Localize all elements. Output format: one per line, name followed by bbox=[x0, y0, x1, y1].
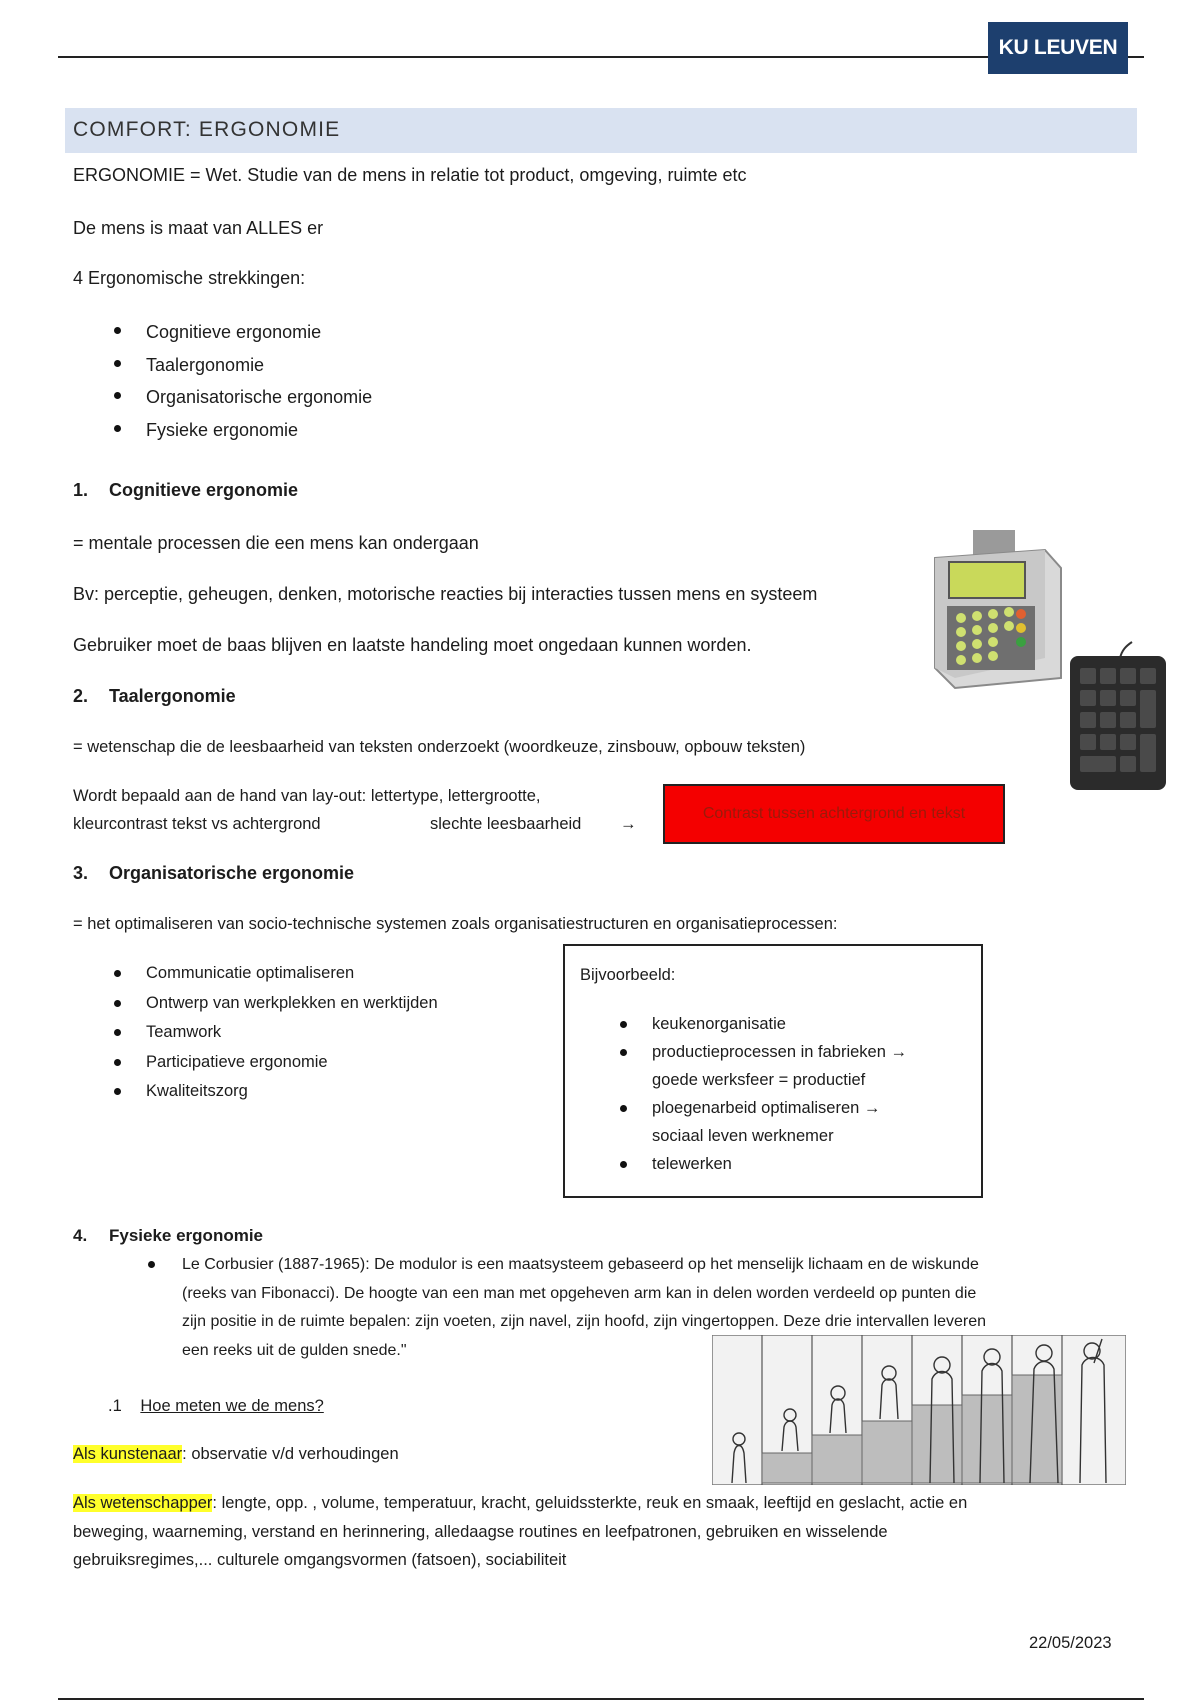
section-2-heading bbox=[73, 682, 236, 710]
section-1-paragraph: Gebruiker moet de baas blijven en laatste handeling moet ongedaan kunnen worden. bbox=[73, 635, 752, 655]
list-item: Teamwork bbox=[146, 1018, 438, 1048]
arrow-icon: → bbox=[620, 815, 637, 833]
subsection-heading bbox=[108, 1392, 324, 1420]
bullet-icon bbox=[148, 1261, 155, 1268]
footer-date: 22/05/2023 bbox=[1029, 1634, 1112, 1652]
section-2-paragraph: Wordt bepaald aan de hand van lay-out: lettertype, lettergrootte, bbox=[73, 787, 541, 805]
strands-list bbox=[146, 316, 372, 446]
list-item: Cognitieve ergonomie bbox=[146, 316, 372, 349]
section-2-paragraph: kleurcontrast tekst vs achtergrond bbox=[73, 815, 321, 833]
section-2-paragraph: slechte leesbaarheid bbox=[430, 815, 582, 833]
modulor-illustration-image bbox=[712, 1335, 1126, 1485]
numeric-keypad-image bbox=[1068, 640, 1170, 792]
section-1-heading bbox=[73, 476, 298, 504]
logo-text: KU LEUVEN bbox=[998, 36, 1118, 59]
section-title: Organisatorische ergonomie bbox=[109, 863, 355, 883]
section-title: Fysieke ergonomie bbox=[109, 1226, 264, 1245]
paragraph-line: zijn positie in de ruimte bepalen: zijn voeten, zijn navel, zijn hoofd, zijn vingertoppen. Deze drie intervallen leveren bbox=[182, 1313, 987, 1330]
contrast-example-box bbox=[663, 784, 1005, 844]
section-number: 2. bbox=[73, 686, 89, 706]
intro-line-2: De mens is maat van ALLES er bbox=[73, 218, 324, 238]
list-item: telewerken bbox=[652, 1150, 907, 1178]
example-box-title: Bijvoorbeeld: bbox=[580, 966, 676, 984]
list-item-continuation: goede werksfeer = productief bbox=[652, 1071, 866, 1089]
header-rule bbox=[58, 56, 1144, 58]
section-number: 3. bbox=[73, 863, 89, 883]
list-item: keukenorganisatie bbox=[652, 1010, 907, 1038]
list-item: Kwaliteitszorg bbox=[146, 1077, 438, 1107]
section-1-paragraph: Bv: perceptie, geheugen, denken, motorische reacties bij interacties tussen mens en systeem bbox=[73, 584, 818, 604]
section-3-heading bbox=[73, 859, 354, 887]
paragraph-line: Le Corbusier (1887-1965): De modulor is een maatsysteem gebaseerd op het menselijk lichaam en de wiskunde bbox=[182, 1256, 979, 1273]
paragraph-line: : lengte, opp. , volume, temperatuur, kracht, geluidssterkte, reuk en smaak, leeftijd en geslacht, actie en bbox=[212, 1494, 968, 1512]
intro-line-3: 4 Ergonomische strekkingen: bbox=[73, 268, 306, 288]
definition-line: ERGONOMIE = Wet. Studie van de mens in relatie tot product, omgeving, ruimte etc bbox=[73, 165, 747, 185]
subsection-title: Hoe meten we de mens? bbox=[140, 1397, 324, 1415]
payment-terminal-image bbox=[925, 528, 1065, 690]
paragraph-line: beweging, waarneming, verstand en herinnering, alledaagse routines en leefpatronen, gebruiken en wisselende bbox=[73, 1522, 888, 1541]
list-item: Fysieke ergonomie bbox=[146, 414, 372, 447]
highlight-label: Als wetenschapper bbox=[73, 1494, 213, 1512]
artist-line bbox=[73, 1440, 399, 1468]
section-title: Cognitieve ergonomie bbox=[109, 480, 299, 500]
section-title: Taalergonomie bbox=[109, 686, 236, 706]
list-item: ploegenarbeid optimaliseren → bbox=[652, 1094, 907, 1122]
list-item: Taalergonomie bbox=[146, 349, 372, 382]
list-item: Participatieve ergonomie bbox=[146, 1048, 438, 1078]
scientist-paragraph bbox=[73, 1489, 967, 1575]
section-2-paragraph: = wetenschap die de leesbaarheid van teksten onderzoekt (woordkeuze, zinsbouw, opbouw teksten) bbox=[73, 738, 806, 756]
contrast-example-text: Contrast tussen achtergrond en tekst bbox=[702, 805, 966, 822]
section-number: 4. bbox=[73, 1226, 88, 1245]
list-item-continuation: sociaal leven werknemer bbox=[652, 1127, 834, 1145]
ku-leuven-logo bbox=[988, 22, 1128, 74]
page-title: COMFORT: ERGONOMIE bbox=[73, 118, 341, 141]
list-item: productieprocessen in fabrieken → bbox=[652, 1038, 907, 1066]
paragraph-line: (reeks van Fibonacci). De hoogte van een man met opgeheven arm kan in delen worden verdeeld op punten die bbox=[182, 1284, 977, 1302]
list-item: Ontwerp van werkplekken en werktijden bbox=[146, 989, 438, 1019]
subsection-number: .1 bbox=[108, 1397, 122, 1415]
section-3-paragraph: = het optimaliseren van socio-technische systemen zoals organisatiestructuren en organisatieprocessen: bbox=[73, 915, 838, 933]
section-1-paragraph: = mentale processen die een mens kan ondergaan bbox=[73, 533, 479, 553]
section-4-heading bbox=[73, 1222, 263, 1250]
list-item: Organisatorische ergonomie bbox=[146, 381, 372, 414]
example-list bbox=[652, 1010, 907, 1178]
section-number: 1. bbox=[73, 480, 89, 500]
paragraph-line: gebruiksregimes,... culturele omgangsvormen (fatsoen), sociabiliteit bbox=[73, 1551, 567, 1569]
paragraph-line: een reeks uit de gulden snede." bbox=[182, 1341, 407, 1359]
organisation-list bbox=[146, 959, 438, 1107]
list-item: Communicatie optimaliseren bbox=[146, 959, 438, 989]
highlight-label: Als kunstenaar bbox=[73, 1445, 183, 1463]
artist-text: : observatie v/d verhoudingen bbox=[182, 1445, 399, 1463]
